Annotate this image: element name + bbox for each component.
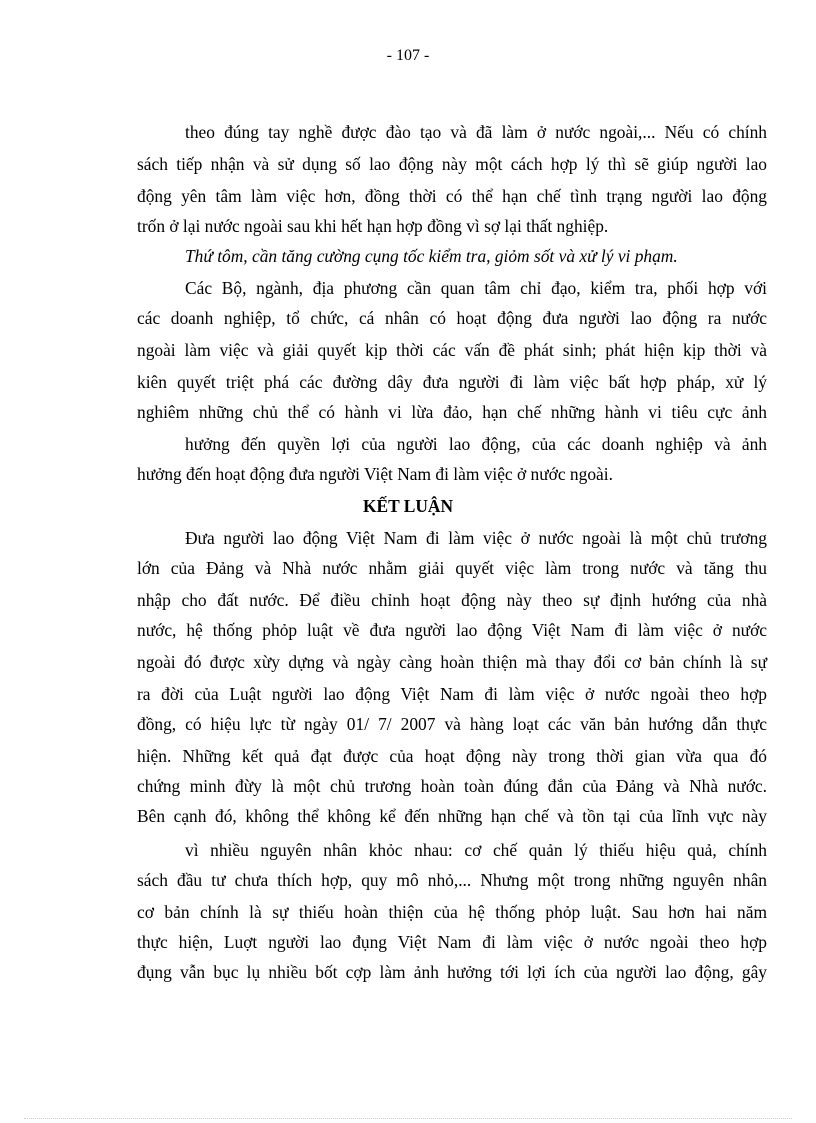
body-line-6: Các Bộ, ngành, địa phương cần quan tâm chỉ đạo, kiểm tra, phối hợp với: [185, 278, 767, 298]
body-line-18: ra đời của Luật người lao động Việt Nam đi làm việc ở nước ngoài theo hợp: [137, 684, 767, 704]
conclusion-heading: KẾT LUẬN: [362, 496, 454, 516]
body-line-24: sách đầu tư chưa thích hợp, quy mô nhỏ,... Nhưng một trong những nguyên nhân: [137, 870, 767, 890]
body-line-23: vì nhiều nguyên nhân khỏc nhau: cơ chế quản lý thiếu hiệu quả, chính: [185, 840, 767, 860]
body-line-7: các doanh nghiệp, tổ chức, cá nhân có hoạt động đưa người lao động ra nước: [137, 308, 767, 328]
body-line-12: hưởng đến hoạt động đưa người Việt Nam đi làm việc ở nước ngoài.: [137, 464, 613, 484]
body-line-19: đồng, có hiệu lực từ ngày 01/ 7/ 2007 và hàng loạt các văn bản hướng dẫn thực: [137, 714, 767, 734]
body-line-27: đụng vẫn bục lụ nhiều bốt cợp làm ảnh hưởng tới lợi ích của người lao động, gây: [137, 962, 767, 982]
body-line-26: thực hiện, Luợt người lao đụng Việt Nam đi làm việc ở nước ngoài theo hợp: [137, 932, 767, 952]
body-line-1: theo đúng tay nghề được đào tạo và đã làm ở nước ngoài,... Nếu có chính: [185, 122, 767, 142]
body-line-21: chứng minh đừy là một chủ trương hoàn toàn đúng đắn của Đảng và Nhà nước.: [137, 776, 767, 796]
page-number: - 107 -: [386, 47, 430, 64]
page-bottom-divider: [24, 1118, 792, 1119]
body-line-13: Đưa người lao động Việt Nam đi làm việc ở nước ngoài là một chủ trương: [185, 528, 767, 548]
section-subheading: Thứ tôm, cần tăng cường cụng tốc kiểm tra, giỏm sốt và xử lý vi phạm.: [185, 246, 678, 266]
body-line-11: hưởng đến quyền lợi của người lao động, của các doanh nghiệp và ảnh: [185, 434, 767, 454]
body-line-3: động yên tâm làm việc hơn, đồng thời có thể hạn chế tình trạng người lao động: [137, 186, 767, 206]
body-line-14: lớn của Đảng và Nhà nước nhằm giải quyết việc làm trong nước và tăng thu: [137, 558, 767, 578]
body-line-4: trốn ở lại nước ngoài sau khi hết hạn hợp đồng vì sợ lại thất nghiệp.: [137, 216, 609, 236]
body-line-2: sách tiếp nhận và sử dụng số lao động này một cách hợp lý thì sẽ giúp người lao: [137, 154, 767, 174]
body-line-25: cơ bản chính là sự thiếu hoàn thiện của hệ thống phỏp luật. Sau hơn hai năm: [137, 902, 767, 922]
body-line-10: nghiêm những chủ thể có hành vi lừa đảo, hạn chế những hành vi tiêu cực ảnh: [137, 402, 767, 422]
body-line-16: nước, hệ thống phỏp luật về đưa người lao động Việt Nam đi làm việc ở nước: [137, 620, 767, 640]
body-line-20: hiện. Những kết quả đạt được của hoạt động này trong thời gian vừa qua đó: [137, 746, 767, 766]
body-line-9: kiên quyết triệt phá các đường dây đưa người đi làm việc bất hợp pháp, xử lý: [137, 372, 767, 392]
body-line-22: Bên cạnh đó, không thể không kể đến những hạn chế và tồn tại của lĩnh vực này: [137, 806, 767, 826]
body-line-8: ngoài làm việc và giải quyết kịp thời các vấn đề phát sinh; phát hiện kịp thời và: [137, 340, 767, 360]
body-line-15: nhập cho đất nước. Để điều chỉnh hoạt động này theo sự định hướng của nhà: [137, 590, 767, 610]
body-line-17: ngoài đó được xừy dựng và ngày càng hoàn thiện mà thay đổi cơ bản chính là sự: [137, 652, 767, 672]
